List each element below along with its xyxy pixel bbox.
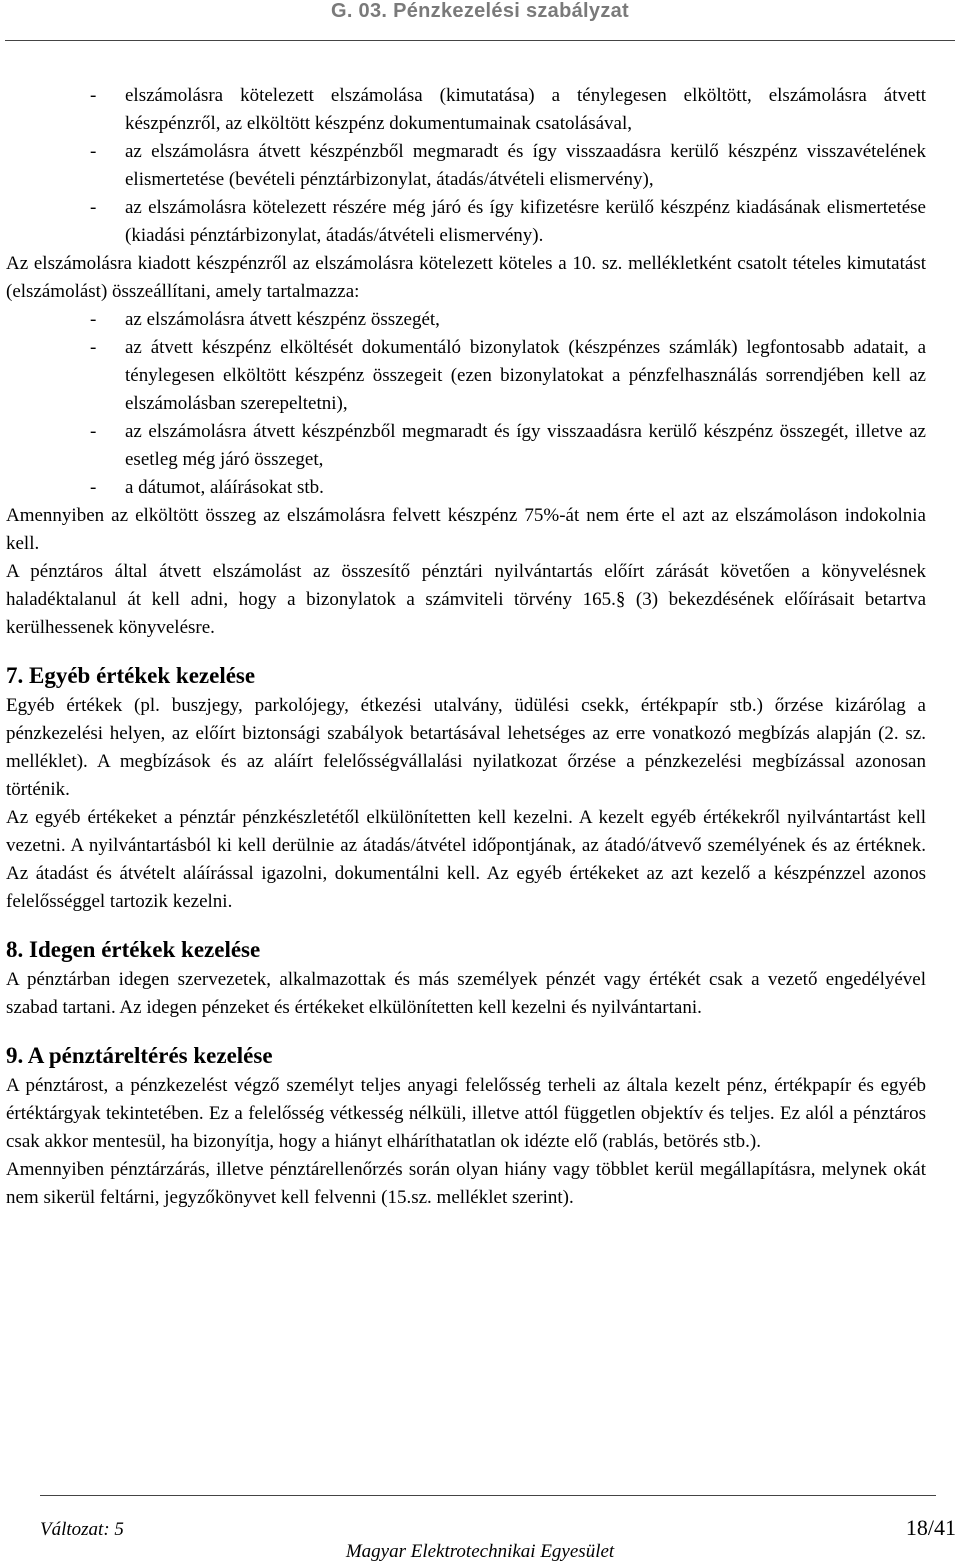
list-item-text: a dátumot, aláírásokat stb. — [125, 477, 324, 498]
settlement-steps-list — [6, 82, 926, 250]
dash-bullet: - — [90, 421, 97, 442]
footer-organization: Magyar Elektrotechnikai Egyesület — [345, 1541, 615, 1562]
dash-bullet: - — [90, 141, 97, 162]
dash-bullet: - — [90, 337, 97, 358]
paragraph-75-percent-rule: Amennyiben az elköltött összeg az elszámolásra felvett készpénz 75%-át nem érte el azt az elszámoláson indokolnia kell. — [6, 505, 926, 554]
page-header-title: G. 03. Pénzkezelési szabályzat — [330, 0, 630, 22]
list-item-text: az elszámolásra átvett készpénzből megmaradt és így visszaadásra kerülő készpénz összegét, illetve az esetleg még járó összeget, — [125, 421, 926, 470]
list-item-text: az elszámolásra átvett készpénz összegét, — [125, 309, 440, 330]
list-item — [6, 194, 926, 250]
list-item — [6, 334, 926, 418]
document-body — [6, 82, 926, 1212]
statement-contents-list — [6, 306, 926, 502]
section-9-paragraph-1: A pénztárost, a pénzkezelést végző személyt teljes anyagi felelősség terheli az általa kezelt pénz, értékpapír és egyéb értéktárgyak tekintetében. Ez a felelősség vétkesség nélküli, illetve attól független objektív és teljes. Ez alól a pénztáros csak akkor mentesül, ha bizonyítja, hogy a hiányt elháríthatatlan ok idézte elő (rablás, betörés stb.). — [6, 1075, 926, 1152]
paragraph-settlement-statement: Az elszámolásra kiadott készpénzről az elszámolásra kötelezett köteles a 10. sz. mellékletként csatolt tételes kimutatást (elszámolást) összeállítani, amely tartalmazza: — [6, 253, 926, 302]
dash-bullet: - — [90, 477, 97, 498]
section-9-paragraph-2: Amennyiben pénztárzárás, illetve pénztárellenőrzés során olyan hiány vagy többlet kerül megállapításra, melynek okát nem sikerül feltárni, jegyzőkönyvet kell felvenni (15.sz. melléklet szerint). — [6, 1159, 926, 1208]
list-item — [6, 306, 926, 334]
paragraph-accounting-handover: A pénztáros által átvett elszámolást az összesítő pénztári nyilvántartás előírt zárását követően a könyvelésnek haladéktalanul át kell adni, hogy a bizonylatok a számviteli törvény 165.§ (3) bekezdésének előírásait betartva kerülhessenek könyvelésre. — [6, 561, 926, 638]
list-item-text: az átvett készpénz elköltését dokumentáló bizonylatok (készpénzes számlák) legfontosabb adatait, a ténylegesen elköltött készpénz összegeit (ezen bizonylatokat a pénzfelhasználás sorrendjében kell az elszámolásban szerepeltetni), — [125, 337, 926, 414]
section-7-paragraph-2: Az egyéb értékeket a pénztár pénzkészletétől elkülönítetten kell kezelni. A kezelt egyéb értékekről nyilvántartást kell vezetni. A nyilvántartásból ki kell derülnie az átadás/átvétel időpontjának, az átadó/átvevő személyének és az értéknek. Az átadást és átvételt aláírással igazolni, dokumentálni kell. Az egyéb értékeket az azt kezelő a készpénzzel azonos felelősséggel tartozik kezelni. — [6, 807, 926, 912]
list-item-text: az elszámolásra kötelezett részére még járó és így kifizetésre kerülő készpénz kiadásának elismertetése (kiadási pénztárbizonylat, átadás/átvételi elismervény). — [125, 197, 926, 246]
section-7-paragraph-1: Egyéb értékek (pl. buszjegy, parkolójegy, étkezési utalvány, üdülési csekk, értékpapír stb.) őrzése kizárólag a pénzkezelési helyen, az előírt biztonsági szabályok betartásával lehetséges az erre vonatkozó megbízás alapján (2. sz. melléklet). A megbízások és az aláírt felelősségvállalási nyilatkozat őrzése a pénzkezelési megbízással azonosan történik. — [6, 695, 926, 800]
list-item — [6, 418, 926, 474]
list-item — [6, 82, 926, 138]
footer-version: Változat: 5 — [40, 1519, 124, 1540]
dash-bullet: - — [90, 309, 97, 330]
page-number: 18/41 — [905, 1515, 956, 1540]
dash-bullet: - — [90, 85, 97, 106]
list-item — [6, 138, 926, 194]
list-item-text: az elszámolásra átvett készpénzből megmaradt és így visszaadásra kerülő készpénz visszavételének elismertetése (bevételi pénztárbizonylat, átadás/átvételi elismervény), — [125, 141, 926, 190]
section-8-paragraph-1: A pénztárban idegen szervezetek, alkalmazottak és más személyek pénzét vagy értékét csak a vezető engedélyével szabad tartani. Az idegen pénzeket és értékeket elkülönítetten kell kezelni és nyilvántartani. — [6, 969, 926, 1018]
list-item — [6, 474, 926, 502]
list-item-text: elszámolásra kötelezett elszámolása (kimutatása) a ténylegesen elköltött, elszámolásra átvett készpénzről, az elköltött készpénz dokumentumainak csatolásával, — [125, 85, 926, 134]
footer-divider — [40, 1495, 936, 1496]
section-7-heading: 7. Egyéb értékek kezelése — [6, 663, 256, 688]
dash-bullet: - — [90, 197, 97, 218]
section-9-heading: 9. A pénztáreltérés kezelése — [6, 1043, 273, 1068]
section-8-heading: 8. Idegen értékek kezelése — [6, 937, 261, 962]
header-divider — [5, 40, 955, 41]
